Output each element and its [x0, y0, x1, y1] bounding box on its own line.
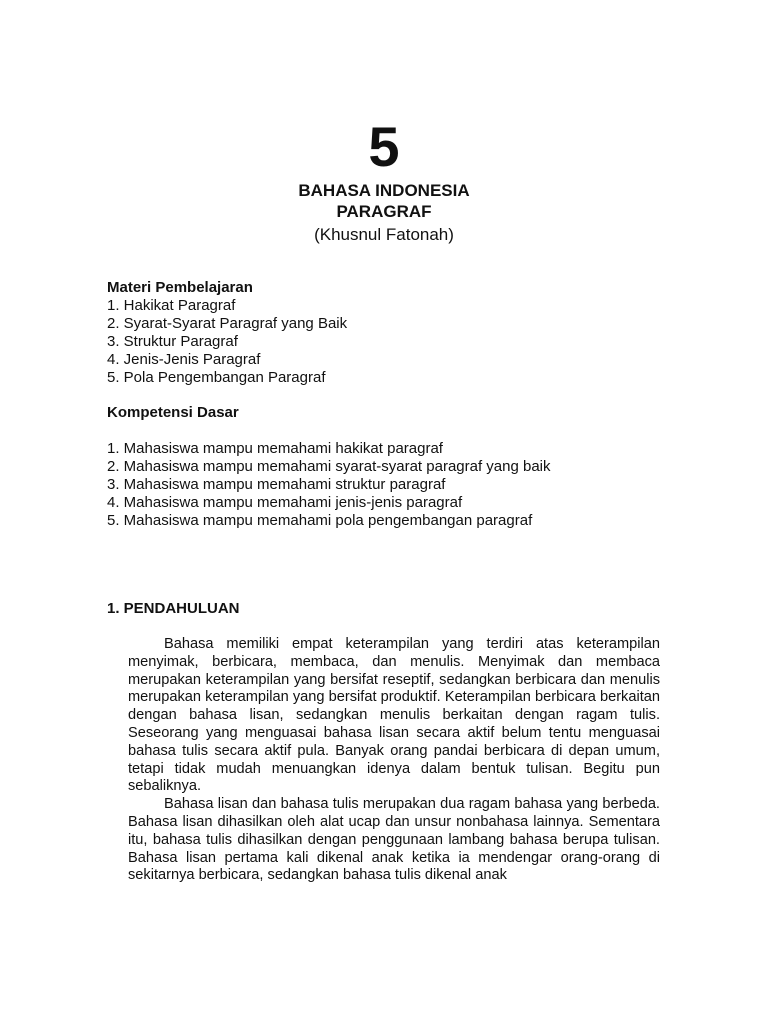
- chapter-number: 5: [368, 115, 400, 178]
- kompetensi-item: 3. Mahasiswa mampu memahami struktur paragraf: [107, 476, 446, 493]
- materi-item: 4. Jenis-Jenis Paragraf: [107, 351, 261, 368]
- kompetensi-item: 1. Mahasiswa mampu memahami hakikat paragraf: [107, 440, 443, 457]
- materi-item: 3. Struktur Paragraf: [107, 333, 238, 350]
- chapter-title: [0, 180, 768, 222]
- materi-section: [107, 279, 667, 387]
- materi-item: 1. Hakikat Paragraf: [107, 297, 236, 314]
- body-paragraph: Bahasa lisan dan bahasa tulis merupakan dua ragam bahasa yang berbeda. Bahasa lisan dihasilkan oleh alat ucap dan unsur nonbahasa lainnya. Sementara itu, bahasa tulis dihasilkan dengan penggunaan lambang bahasa berupa tulisan. Bahasa lisan pertama kali dikenal anak ketika ia mendengar orang-orang di sekitarnya berbicara, sedangkan bahasa tulis dikenal anak: [128, 796, 660, 884]
- pendahuluan-heading: 1. PENDAHULUAN: [107, 600, 240, 617]
- kompetensi-item: 5. Mahasiswa mampu memahami pola pengembangan paragraf: [107, 512, 533, 529]
- chapter-title-line1: BAHASA INDONESIA: [298, 181, 470, 200]
- kompetensi-item: 2. Mahasiswa mampu memahami syarat-syarat paragraf yang baik: [107, 458, 551, 475]
- kompetensi-list: [107, 440, 667, 530]
- kompetensi-item: 4. Mahasiswa mampu memahami jenis-jenis paragraf: [107, 494, 463, 511]
- chapter-title-line2: PARAGRAF: [336, 202, 432, 221]
- materi-item: 2. Syarat-Syarat Paragraf yang Baik: [107, 315, 348, 332]
- materi-item: 5. Pola Pengembangan Paragraf: [107, 369, 326, 386]
- pendahuluan-body: [128, 636, 660, 885]
- materi-heading: Materi Pembelajaran: [107, 279, 253, 296]
- chapter-author: (Khusnul Fatonah): [314, 225, 454, 244]
- kompetensi-heading: Kompetensi Dasar: [107, 404, 239, 421]
- body-paragraph: Bahasa memiliki empat keterampilan yang terdiri atas keterampilan menyimak, berbicara, membaca, dan menulis. Menyimak dan membaca merupakan keterampilan yang bersifat reseptif, sedangkan berbicara dan menulis merupakan keterampilan yang bersifat produktif. Keterampilan berbicara berkaitan dengan bahasa lisan, sedangkan menulis berkaitan dengan ragam tulis. Seseorang yang menguasai bahasa lisan secara aktif belum tentu menguasai bahasa tulis secara aktif pula. Banyak orang pandai berbicara di depan umum, tetapi tidak mudah menuangkan idenya dalam bentuk tulisan. Begitu pun sebaliknya.: [128, 636, 660, 795]
